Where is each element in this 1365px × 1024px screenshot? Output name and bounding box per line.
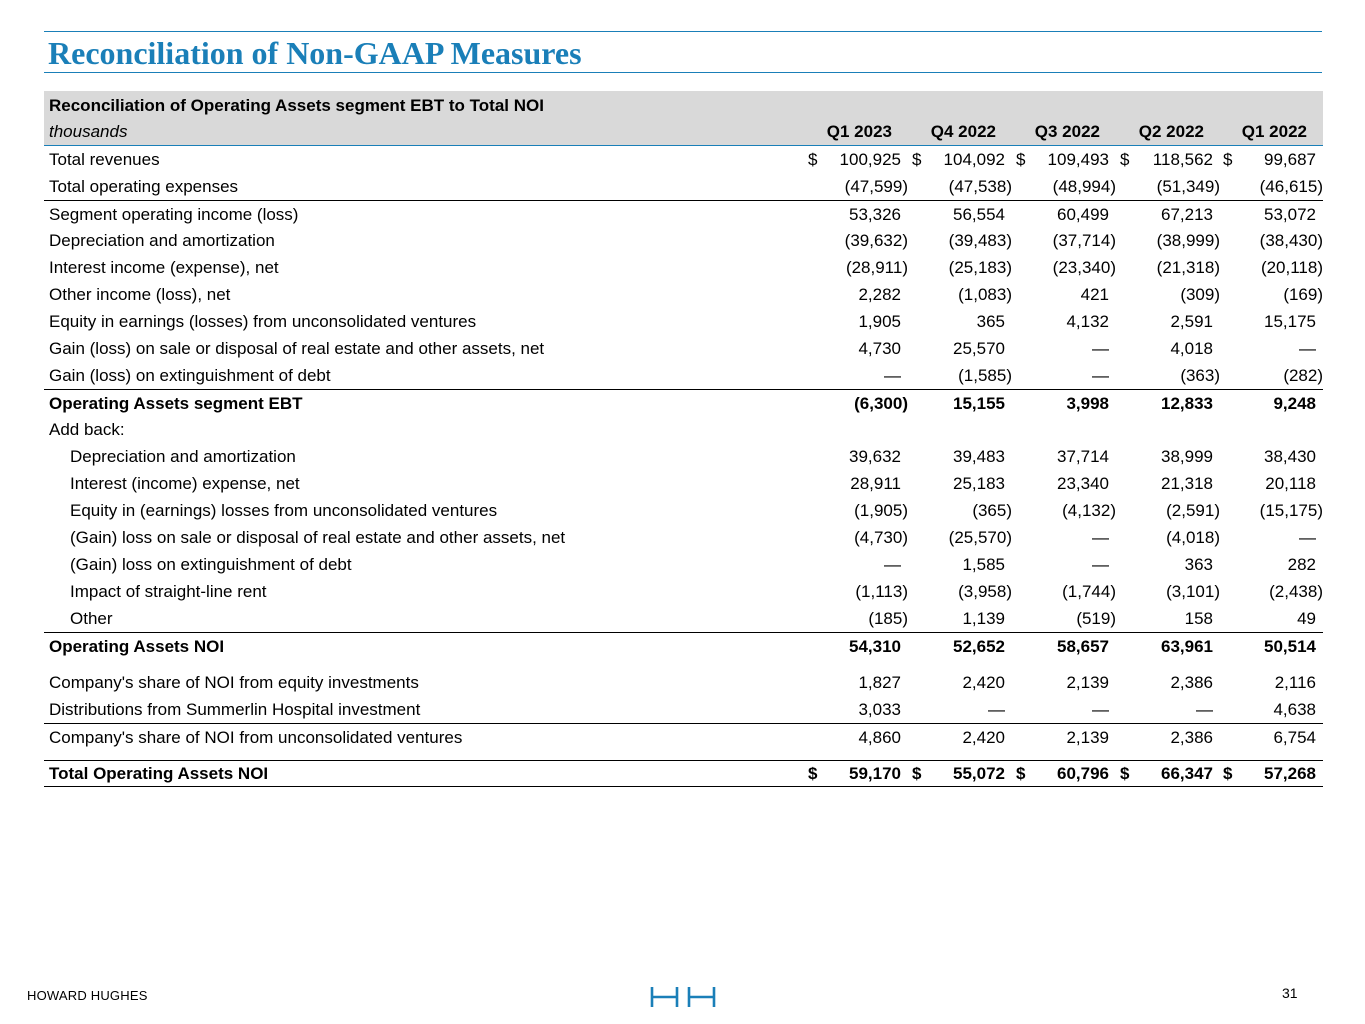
value-cell [1116,578,1220,605]
row-label: Operating Assets segment EBT [49,394,303,413]
cell-value: (3,958) [958,582,1012,601]
row-label: (Gain) loss on sale or disposal of real estate and other assets, net [70,528,566,547]
value-cell [908,362,1012,389]
cell-value: 2,139 [1066,673,1109,692]
cell-value: 2,591 [1170,312,1213,331]
value-cell [1219,227,1323,254]
cell-value: 282 [1287,555,1316,574]
cell-value: 67,213 [1161,205,1213,224]
cell-value: 1,585 [962,555,1005,574]
cell-value: (25,183) [948,258,1012,277]
table-row [44,524,1323,551]
cell-value: (46,615) [1259,177,1323,196]
cell-value: 59,170 [849,764,901,783]
value-cell [908,416,1012,443]
value-cell [1219,416,1323,443]
cell-value: 1,139 [962,609,1005,628]
cell-value: (1,083) [958,285,1012,304]
value-cell [1219,470,1323,497]
cell-value: (2,591) [1166,501,1220,520]
value-cell [804,390,908,416]
cell-value: (6,300) [854,394,908,413]
cell-value: 3,033 [858,700,901,719]
value-cell [804,335,908,362]
value-cell [1116,173,1220,200]
value-cell [908,633,1012,659]
cell-value: (1,905) [854,501,908,520]
cell-value: 53,326 [849,205,901,224]
cell-value: (37,714) [1052,231,1116,250]
cell-value: 2,139 [1066,728,1109,747]
row-label: Other income (loss), net [49,285,231,304]
currency-symbol: $ [808,764,818,783]
table-row [44,551,1323,578]
value-cell [1219,254,1323,281]
value-cell [1116,524,1220,551]
row-label: Gain (loss) on extinguishment of debt [49,366,331,385]
table-row [44,632,1323,659]
cell-value: (47,599) [844,177,908,196]
cell-value: (4,018) [1166,528,1220,547]
value-cell [908,724,1012,750]
value-cell [1116,443,1220,470]
cell-value: 2,386 [1170,728,1213,747]
cell-value: (282) [1283,366,1323,385]
value-cell [908,390,1012,416]
table-row [44,605,1323,632]
value-cell [1116,669,1220,696]
cell-value: 28,911 [850,474,901,493]
value-cell [908,696,1012,723]
value-cell [1012,724,1116,750]
currency-symbol: $ [1223,764,1233,783]
cell-value: 4,132 [1066,312,1109,331]
value-cell [1012,669,1116,696]
value-cell [1219,497,1323,524]
cell-value: — [884,555,901,574]
value-cell [908,605,1012,632]
table-row [44,669,1323,696]
value-cell [1219,281,1323,308]
value-cell [908,173,1012,200]
cell-value: 38,430 [1264,447,1316,466]
cell-value: 37,714 [1057,447,1109,466]
value-cell [804,551,908,578]
cell-value: 158 [1184,609,1213,628]
currency-symbol: $ [1016,764,1026,783]
value-cell [1116,254,1220,281]
cell-value: 20,118 [1265,474,1316,493]
cell-value: 55,072 [953,764,1005,783]
table-row [44,497,1323,524]
value-cell [804,308,908,335]
cell-value: 58,657 [1057,637,1109,656]
value-cell [908,281,1012,308]
currency-symbol: $ [1016,150,1026,169]
cell-value: 66,347 [1161,764,1213,783]
value-cell [804,362,908,389]
cell-value: (3,101) [1166,582,1220,601]
table-row [44,443,1323,470]
cell-value: (25,570) [948,528,1012,547]
value-cell [1219,362,1323,389]
cell-value: (1,113) [855,582,908,601]
cell-value: 118,562 [1152,150,1213,169]
value-cell [1012,605,1116,632]
cell-value: (169) [1283,285,1323,304]
table-caption: Reconciliation of Operating Assets segment EBT to Total NOI [49,96,544,115]
value-cell [908,761,1012,786]
table-row [44,146,1323,173]
value-cell [804,497,908,524]
table-row [44,173,1323,200]
cell-value: 2,116 [1274,673,1316,692]
cell-value: (4,132) [1062,501,1116,520]
cell-value: — [988,700,1005,719]
cell-value: 99,687 [1264,150,1316,169]
cell-value: — [884,366,901,385]
cell-value: 3,998 [1066,394,1109,413]
value-cell [804,227,908,254]
value-cell [1219,761,1323,786]
value-cell [908,497,1012,524]
cell-value: (15,175) [1259,501,1323,520]
cell-value: 2,282 [858,285,901,304]
cell-value: (21,318) [1156,258,1220,277]
value-cell [908,201,1012,227]
value-cell [1012,362,1116,389]
value-cell [1116,201,1220,227]
cell-value: 53,072 [1264,205,1316,224]
value-cell [804,146,908,173]
currency-symbol: $ [1120,150,1130,169]
cell-value: 56,554 [953,205,1005,224]
table-row [44,308,1323,335]
title-rule-bottom [44,72,1322,73]
value-cell [804,605,908,632]
currency-symbol: $ [808,150,818,169]
table-row [44,760,1323,787]
value-cell [1116,227,1220,254]
value-cell [908,524,1012,551]
value-cell [804,578,908,605]
value-cell [908,308,1012,335]
cell-value: (39,632) [844,231,908,250]
value-cell [804,669,908,696]
cell-value: 39,632 [849,447,901,466]
value-cell [1116,470,1220,497]
table-row [44,578,1323,605]
value-cell [1219,696,1323,723]
value-cell [1116,390,1220,416]
cell-value: 12,833 [1161,394,1213,413]
cell-value: (51,349) [1156,177,1220,196]
value-cell [1012,416,1116,443]
cell-value: (20,118) [1260,258,1323,277]
table-row [44,389,1323,416]
row-label: Operating Assets NOI [49,637,225,656]
value-cell [804,724,908,750]
value-cell [804,524,908,551]
row-label: Equity in earnings (losses) from unconsolidated ventures [49,312,477,331]
cell-value: 4,018 [1170,339,1213,358]
value-cell [1012,578,1116,605]
table-row [44,470,1323,497]
value-cell [1219,669,1323,696]
table-row [44,416,1323,443]
cell-value: (47,538) [948,177,1012,196]
value-cell [1219,605,1323,632]
value-cell [1116,335,1220,362]
value-cell [804,201,908,227]
value-cell [908,669,1012,696]
value-cell [1116,416,1220,443]
cell-value: (365) [972,501,1012,520]
value-cell [804,416,908,443]
table-row [44,362,1323,389]
row-label: Depreciation and amortization [49,231,275,250]
cell-value: 1,905 [858,312,901,331]
cell-value: (38,430) [1259,231,1323,250]
page-number: 31 [1282,985,1298,1001]
table-row [44,335,1323,362]
hh-monogram-icon [649,985,717,1009]
value-cell [1219,335,1323,362]
cell-value: 100,925 [839,150,901,169]
cell-value: — [1196,700,1213,719]
row-label: Equity in (earnings) losses from unconsolidated ventures [70,501,498,520]
value-cell [804,281,908,308]
value-cell [908,146,1012,173]
cell-value: 50,514 [1264,637,1316,656]
currency-symbol: $ [912,764,922,783]
value-cell [1116,281,1220,308]
cell-value: 54,310 [849,637,901,656]
value-cell [908,335,1012,362]
row-label: Segment operating income (loss) [49,205,299,224]
cell-value: 9,248 [1273,394,1316,413]
value-cell [1012,443,1116,470]
column-header-q1-2022: Q1 2022 [1241,122,1307,141]
column-header-q4-2022: Q4 2022 [930,122,996,141]
value-cell [804,696,908,723]
cell-value: 6,754 [1273,728,1316,747]
page-title: Reconciliation of Non-GAAP Measures [48,35,582,71]
cell-value: 38,999 [1161,447,1213,466]
cell-value: (48,994) [1052,177,1116,196]
value-cell [908,254,1012,281]
value-cell [804,470,908,497]
cell-value: (363) [1180,366,1220,385]
value-cell [1219,443,1323,470]
value-cell [908,470,1012,497]
cell-value: 23,340 [1057,474,1109,493]
value-cell [1116,146,1220,173]
value-cell [1012,761,1116,786]
cell-value: (309) [1180,285,1220,304]
currency-symbol: $ [1223,150,1233,169]
value-cell [1012,335,1116,362]
cell-value: — [1299,339,1316,358]
cell-value: 63,961 [1161,637,1213,656]
value-cell [1012,551,1116,578]
table-row [44,723,1323,750]
value-cell [908,551,1012,578]
value-cell [1012,254,1116,281]
table-header [44,91,1323,146]
reconciliation-table [44,91,1323,787]
value-cell [1012,633,1116,659]
row-label: Total operating expenses [49,177,239,196]
row-label: Other [70,609,113,628]
cell-value: 4,860 [858,728,901,747]
cell-value: (1,585) [958,366,1012,385]
cell-value: 60,796 [1057,764,1109,783]
cell-value: 25,570 [953,339,1005,358]
cell-value: 49 [1297,609,1316,628]
cell-value: 2,420 [962,728,1005,747]
table-row [44,227,1323,254]
value-cell [1116,308,1220,335]
value-cell [1219,201,1323,227]
value-cell [1012,308,1116,335]
value-cell [1219,724,1323,750]
value-cell [1012,470,1116,497]
column-header-q1-2023: Q1 2023 [826,122,892,141]
cell-value: (38,999) [1156,231,1220,250]
value-cell [1116,633,1220,659]
cell-value: 363 [1184,555,1213,574]
value-cell [1012,497,1116,524]
cell-value: — [1092,339,1109,358]
footer-company-name: HOWARD HUGHES [27,988,148,1003]
value-cell [1219,173,1323,200]
cell-value: 4,638 [1273,700,1316,719]
title-rule-top [44,31,1322,32]
table-units: thousands [49,122,128,141]
cell-value: 2,386 [1170,673,1213,692]
value-cell [1012,173,1116,200]
value-cell [1219,633,1323,659]
cell-value: 15,175 [1264,312,1316,331]
column-header-q2-2022: Q2 2022 [1138,122,1204,141]
value-cell [1219,308,1323,335]
table-row [44,200,1323,227]
row-label: Total revenues [49,150,160,169]
table-row [44,281,1323,308]
value-cell [1116,696,1220,723]
value-cell [804,761,908,786]
row-label: Impact of straight-line rent [70,582,267,601]
row-label: Company's share of NOI from unconsolidated ventures [49,728,463,747]
value-cell [908,443,1012,470]
value-cell [1116,362,1220,389]
cell-value: (23,340) [1052,258,1116,277]
cell-value: — [1092,555,1109,574]
currency-symbol: $ [912,150,922,169]
column-header-q3-2022: Q3 2022 [1034,122,1100,141]
currency-symbol: $ [1120,764,1130,783]
table-body [44,146,1323,787]
cell-value: — [1092,700,1109,719]
cell-value: 52,652 [953,637,1005,656]
value-cell [1012,390,1116,416]
value-cell [1116,497,1220,524]
value-cell [908,227,1012,254]
cell-value: (4,730) [854,528,908,547]
cell-value: — [1092,528,1109,547]
cell-value: (2,438) [1269,582,1323,601]
value-cell [1219,146,1323,173]
value-cell [804,254,908,281]
value-cell [1012,227,1116,254]
cell-value: 25,183 [953,474,1005,493]
cell-value: 21,318 [1161,474,1213,493]
value-cell [804,633,908,659]
cell-value: (39,483) [948,231,1012,250]
value-cell [1219,551,1323,578]
row-label: (Gain) loss on extinguishment of debt [70,555,352,574]
cell-value: 57,268 [1264,764,1316,783]
value-cell [804,443,908,470]
cell-value: (1,744) [1062,582,1116,601]
row-label: Add back: [49,420,125,439]
row-label: Gain (loss) on sale or disposal of real estate and other assets, net [49,339,545,358]
cell-value: 109,493 [1047,150,1109,169]
cell-value: (519) [1076,609,1116,628]
cell-value: (185) [868,609,908,628]
cell-value: 2,420 [962,673,1005,692]
cell-value: 39,483 [953,447,1005,466]
value-cell [1219,390,1323,416]
value-cell [1012,146,1116,173]
value-cell [1116,761,1220,786]
value-cell [1116,605,1220,632]
cell-value: — [1299,528,1316,547]
table-row [44,696,1323,723]
row-label: Total Operating Assets NOI [49,764,269,783]
cell-value: 60,499 [1057,205,1109,224]
cell-value: 421 [1080,285,1109,304]
table-row [44,254,1323,281]
cell-value: 4,730 [858,339,901,358]
cell-value: 365 [976,312,1005,331]
row-label: Depreciation and amortization [70,447,296,466]
value-cell [1219,524,1323,551]
value-cell [1012,524,1116,551]
value-cell [804,173,908,200]
value-cell [1219,578,1323,605]
cell-value: 15,155 [953,394,1005,413]
row-label: Distributions from Summerlin Hospital investment [49,700,421,719]
row-label: Company's share of NOI from equity investments [49,673,419,692]
row-label: Interest income (expense), net [49,258,279,277]
row-label: Interest (income) expense, net [70,474,300,493]
value-cell [1116,551,1220,578]
value-cell [908,578,1012,605]
cell-value: (28,911) [845,258,908,277]
cell-value: 104,092 [943,150,1005,169]
value-cell [1116,724,1220,750]
value-cell [1012,281,1116,308]
cell-value: 1,827 [858,673,901,692]
value-cell [1012,201,1116,227]
cell-value: — [1092,366,1109,385]
value-cell [1012,696,1116,723]
